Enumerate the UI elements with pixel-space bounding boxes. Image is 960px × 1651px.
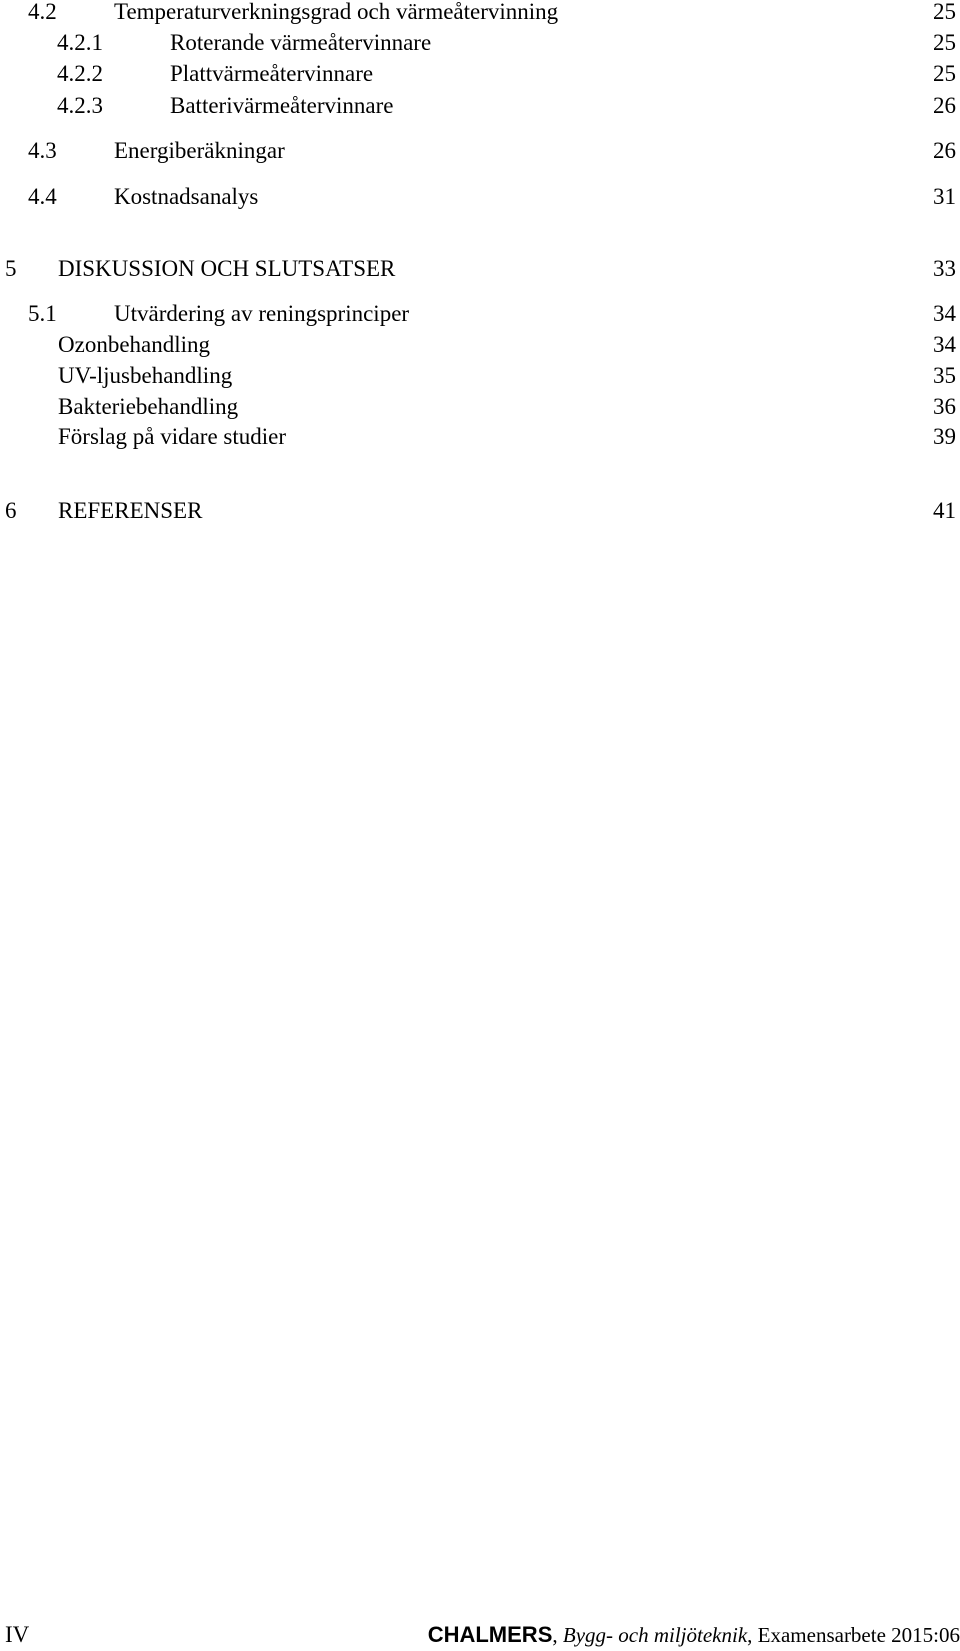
toc-number: 4.2.2 bbox=[57, 61, 103, 86]
toc-title: Energiberäkningar bbox=[114, 138, 285, 163]
toc-number: 5 bbox=[5, 256, 17, 281]
toc-entry-4-2-2[interactable] bbox=[0, 58, 960, 90]
toc-title: Batterivärmeåtervinnare bbox=[170, 93, 394, 118]
toc-page: 34 bbox=[933, 301, 956, 326]
toc-entry-bakteriebehandling[interactable] bbox=[0, 391, 960, 423]
toc-number: 4.2.3 bbox=[57, 93, 103, 118]
toc-title: Utvärdering av reningsprinciper bbox=[114, 301, 410, 326]
page-footer bbox=[0, 1620, 960, 1650]
toc-page: 33 bbox=[933, 256, 956, 281]
toc-title: Plattvärmeåtervinnare bbox=[170, 61, 374, 86]
toc-entry-5-1[interactable] bbox=[0, 298, 960, 330]
toc-title: REFERENSER bbox=[58, 498, 203, 523]
toc-title: Förslag på vidare studier bbox=[58, 424, 287, 449]
toc-entry-6[interactable] bbox=[0, 495, 960, 527]
toc-page: 25 bbox=[933, 61, 956, 86]
toc-page: 34 bbox=[933, 332, 956, 357]
toc-entry-ozonbehandling[interactable] bbox=[0, 329, 960, 361]
toc-entry-4-2-1[interactable] bbox=[0, 27, 960, 59]
toc-entry-4-3[interactable] bbox=[0, 135, 960, 167]
toc-number: 6 bbox=[5, 498, 17, 523]
toc-number: 4.3 bbox=[28, 138, 57, 163]
toc-number: 4.2 bbox=[28, 0, 57, 24]
toc-title: Kostnadsanalys bbox=[114, 184, 259, 209]
toc-number: 4.4 bbox=[28, 184, 57, 209]
toc-entry-4-2[interactable] bbox=[0, 0, 960, 28]
toc-number: 5.1 bbox=[28, 301, 57, 326]
toc-entry-4-4[interactable] bbox=[0, 181, 960, 213]
toc-title: Roterande värmeåtervinnare bbox=[170, 30, 432, 55]
footer-department: Bygg- och miljöteknik bbox=[562, 1623, 748, 1647]
toc-page: 26 bbox=[933, 138, 956, 163]
footer-citation bbox=[428, 1620, 960, 1650]
toc-page: 39 bbox=[933, 424, 956, 449]
toc-page: 26 bbox=[933, 93, 956, 118]
toc-entry-uv-ljusbehandling[interactable] bbox=[0, 360, 960, 392]
toc-entry-5[interactable] bbox=[0, 253, 960, 285]
toc-entry-forslag[interactable] bbox=[0, 421, 960, 453]
toc-entry-4-2-3[interactable] bbox=[0, 90, 960, 122]
toc-page: 25 bbox=[933, 0, 956, 24]
toc-title: Bakteriebehandling bbox=[58, 394, 239, 419]
toc-title: Temperaturverkningsgrad och värmeåtervinning bbox=[114, 0, 559, 24]
page-number: IV bbox=[5, 1622, 30, 1647]
footer-thesis: , Examensarbete 2015:06 bbox=[747, 1623, 960, 1647]
toc-page: 36 bbox=[933, 394, 956, 419]
toc-page: 31 bbox=[933, 184, 956, 209]
toc-page: 35 bbox=[933, 363, 956, 388]
toc-title: UV-ljusbehandling bbox=[58, 363, 233, 388]
toc-page: 25 bbox=[933, 30, 956, 55]
toc-page: 41 bbox=[933, 498, 956, 523]
toc-title: Ozonbehandling bbox=[58, 332, 211, 357]
footer-separator: , bbox=[552, 1623, 563, 1647]
toc-title: DISKUSSION OCH SLUTSATSER bbox=[58, 256, 396, 281]
toc-number: 4.2.1 bbox=[57, 30, 103, 55]
chalmers-brand: CHALMERS bbox=[427, 1622, 553, 1647]
